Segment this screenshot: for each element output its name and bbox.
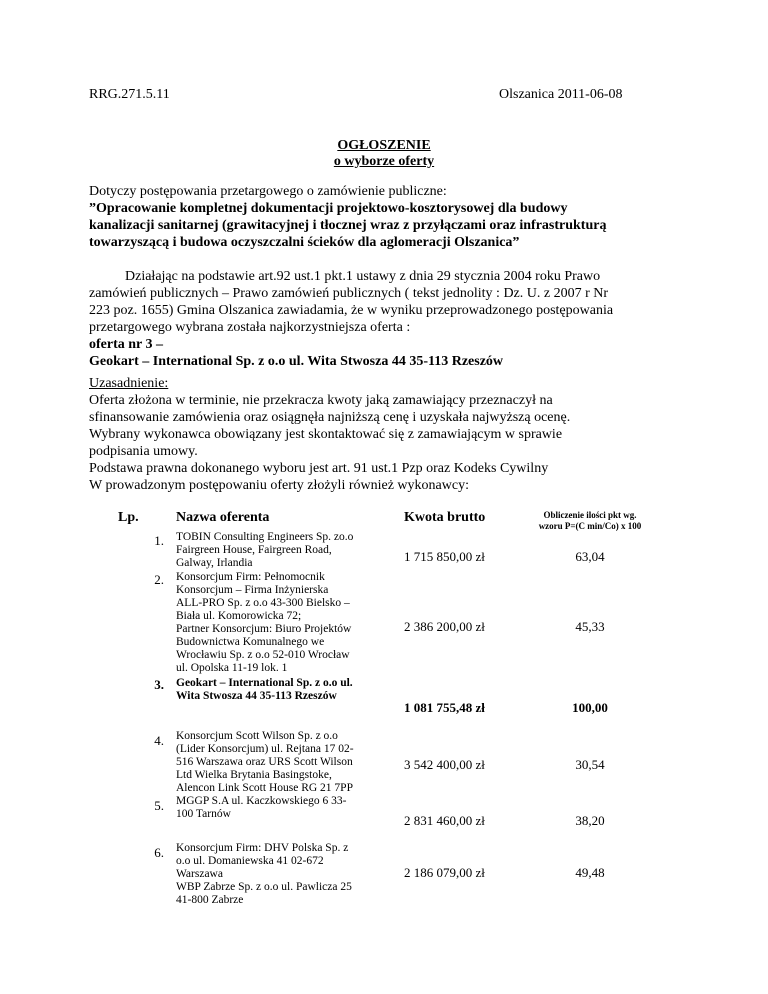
header-points-line: wzoru P=(C min/Co) x 100 [538,521,642,531]
row-name-line: Ltd Wielka Brytania Basingstoke, [176,769,332,781]
row-name [176,531,391,570]
row-name [176,795,391,821]
row-name-line: Budownictwa Komunalnego we [176,636,325,648]
row-name-line: o.o ul. Domaniewska 41 02-672 [176,855,324,867]
header-name: Nazwa oferenta [176,510,270,525]
row-lp: 5. [154,798,164,813]
subject-line: ”Opracowanie kompletnej dokumentacji projektowo-kosztorysowej dla budowy [89,201,568,216]
subject-intro: Dotyczy postępowania przetargowego o zamówienie publiczne: [89,184,447,199]
decision-line: Działając na podstawie art.92 ust.1 pkt.1 ustawy z dnia 29 stycznia 2004 roku Prawo [125,269,601,284]
announcement-title: OGŁOSZENIE [337,138,431,153]
place-date: Olszanica 2011-06-08 [499,87,623,102]
row-lp: 1. [154,533,164,548]
decision-line: zamówień publicznych – Prawo zamówień publicznych ( tekst jednolity : Dz. U. z 2007 r Nr [89,286,609,301]
row-points: 38,20 [575,813,605,828]
document-reference: RRG.271.5.11 [89,87,170,102]
justification-label: Uzasadnienie: [89,376,169,391]
decision-line: przetargowego wybrana została najkorzystniejsza oferta : [89,320,411,335]
header-lp: Lp. [118,510,139,525]
row-amount: 2 831 460,00 zł [404,813,485,828]
row-name-line: TOBIN Consulting Engineers Sp. zo.o [176,531,354,543]
row-name-line: Wrocławiu Sp. z o.o 52-010 Wrocław [176,649,350,661]
row-points: 49,48 [575,865,605,880]
justification-block [89,375,679,494]
subject-block [89,183,679,251]
row-name-line: Biała ul. Komorowicka 72; [176,610,302,622]
row-name-line: 516 Warszawa oraz URS Scott Wilson [176,756,353,768]
row-name-line: 41-800 Zabrze [176,894,244,906]
decision-block [89,268,679,370]
justification-line: Oferta złożona w terminie, nie przekracza kwoty jaką zamawiający przeznaczył na [89,393,553,408]
row-amount: 1 715 850,00 zł [404,549,485,564]
justification-line: podpisania umowy. [89,444,198,459]
selected-offer-number: oferta nr 3 – [89,337,163,352]
row-lp: 3. [154,677,164,692]
header-amount: Kwota brutto [404,510,486,525]
row-name-line: ul. Opolska 11-19 lok. 1 [176,662,288,674]
justification-line: Wybrany wykonawca obowiązany jest skontaktować się z zamawiającym w sprawie [89,427,563,442]
header-points-line: Obliczenie ilości pkt wg. [543,510,637,520]
justification-line: W prowadzonym postępowaniu oferty złożyli również wykonawcy: [89,478,469,493]
row-name [176,842,391,907]
row-name-line: Geokart – International Sp. z o.o ul. [176,677,353,689]
row-name-line: Konsorcjum Firm: DHV Polska Sp. z [176,842,349,854]
row-points: 45,33 [575,619,605,634]
header-points-formula [520,510,660,532]
row-name-line: Partner Konsorcjum: Biuro Projektów [176,623,352,635]
row-amount: 2 386 200,00 zł [404,619,485,634]
row-name-line: Fairgreen House, Fairgreen Road, [176,544,332,556]
row-name-line: Alencon Link Scott House RG 21 7PP [176,782,353,794]
row-amount: 1 081 755,48 zł [404,700,485,715]
justification-line: sfinansowanie zamówienia oraz osiągnęła najniższą cenę i uzyskała najwyższą ocenę. [89,410,571,425]
subject-line: kanalizacji sanitarnej (grawitacyjnej i tłocznej wraz z przyłączami oraz infrastrukturą [89,218,607,233]
row-name-line: WBP Zabrze Sp. z o.o ul. Pawlicza 25 [176,881,352,893]
row-name-line: (Lider Konsorcjum) ul. Rejtana 17 02- [176,743,354,755]
row-name-line: Warszawa [176,868,223,880]
row-points: 63,04 [575,549,605,564]
row-name [176,677,391,703]
row-points: 30,54 [575,757,605,772]
row-name-line: Konsorcjum Firm: Pełnomocnik [176,571,325,583]
row-name-line: Wita Stwosza 44 35-113 Rzeszów [176,690,337,702]
row-name-line: Galway, Irlandia [176,557,253,569]
row-lp: 4. [154,733,164,748]
row-points: 100,00 [572,700,608,715]
row-name-line: ALL-PRO Sp. z o.o 43-300 Bielsko – [176,597,350,609]
announcement-subtitle: o wyborze oferty [333,154,435,169]
selected-offer-name: Geokart – International Sp. z o.o ul. Wita Stwosza 44 35-113 Rzeszów [89,354,504,369]
justification-line: Podstawa prawna dokonanego wyboru jest art. 91 ust.1 Pzp oraz Kodeks Cywilny [89,461,549,476]
row-name-line: MGGP S.A ul. Kaczkowskiego 6 33- [176,795,347,807]
row-name-line: Konsorcjum – Firma Inżynierska [176,584,329,596]
row-amount: 3 542 400,00 zł [404,757,485,772]
row-lp: 2. [154,572,164,587]
row-name-line: Konsorcjum Scott Wilson Sp. z o.o [176,730,338,742]
row-amount: 2 186 079,00 zł [404,865,485,880]
row-lp: 6. [154,845,164,860]
row-name-line: 100 Tarnów [176,808,231,820]
row-name [176,571,391,675]
decision-line: 223 poz. 1655) Gmina Olszanica zawiadamia, że w wyniku przeprowadzonego postępowania [89,303,614,318]
row-name [176,730,391,795]
subject-line: towarzyszącą i budowa oczyszczalni ścieków dla aglomeracji Olszanica” [89,235,520,250]
